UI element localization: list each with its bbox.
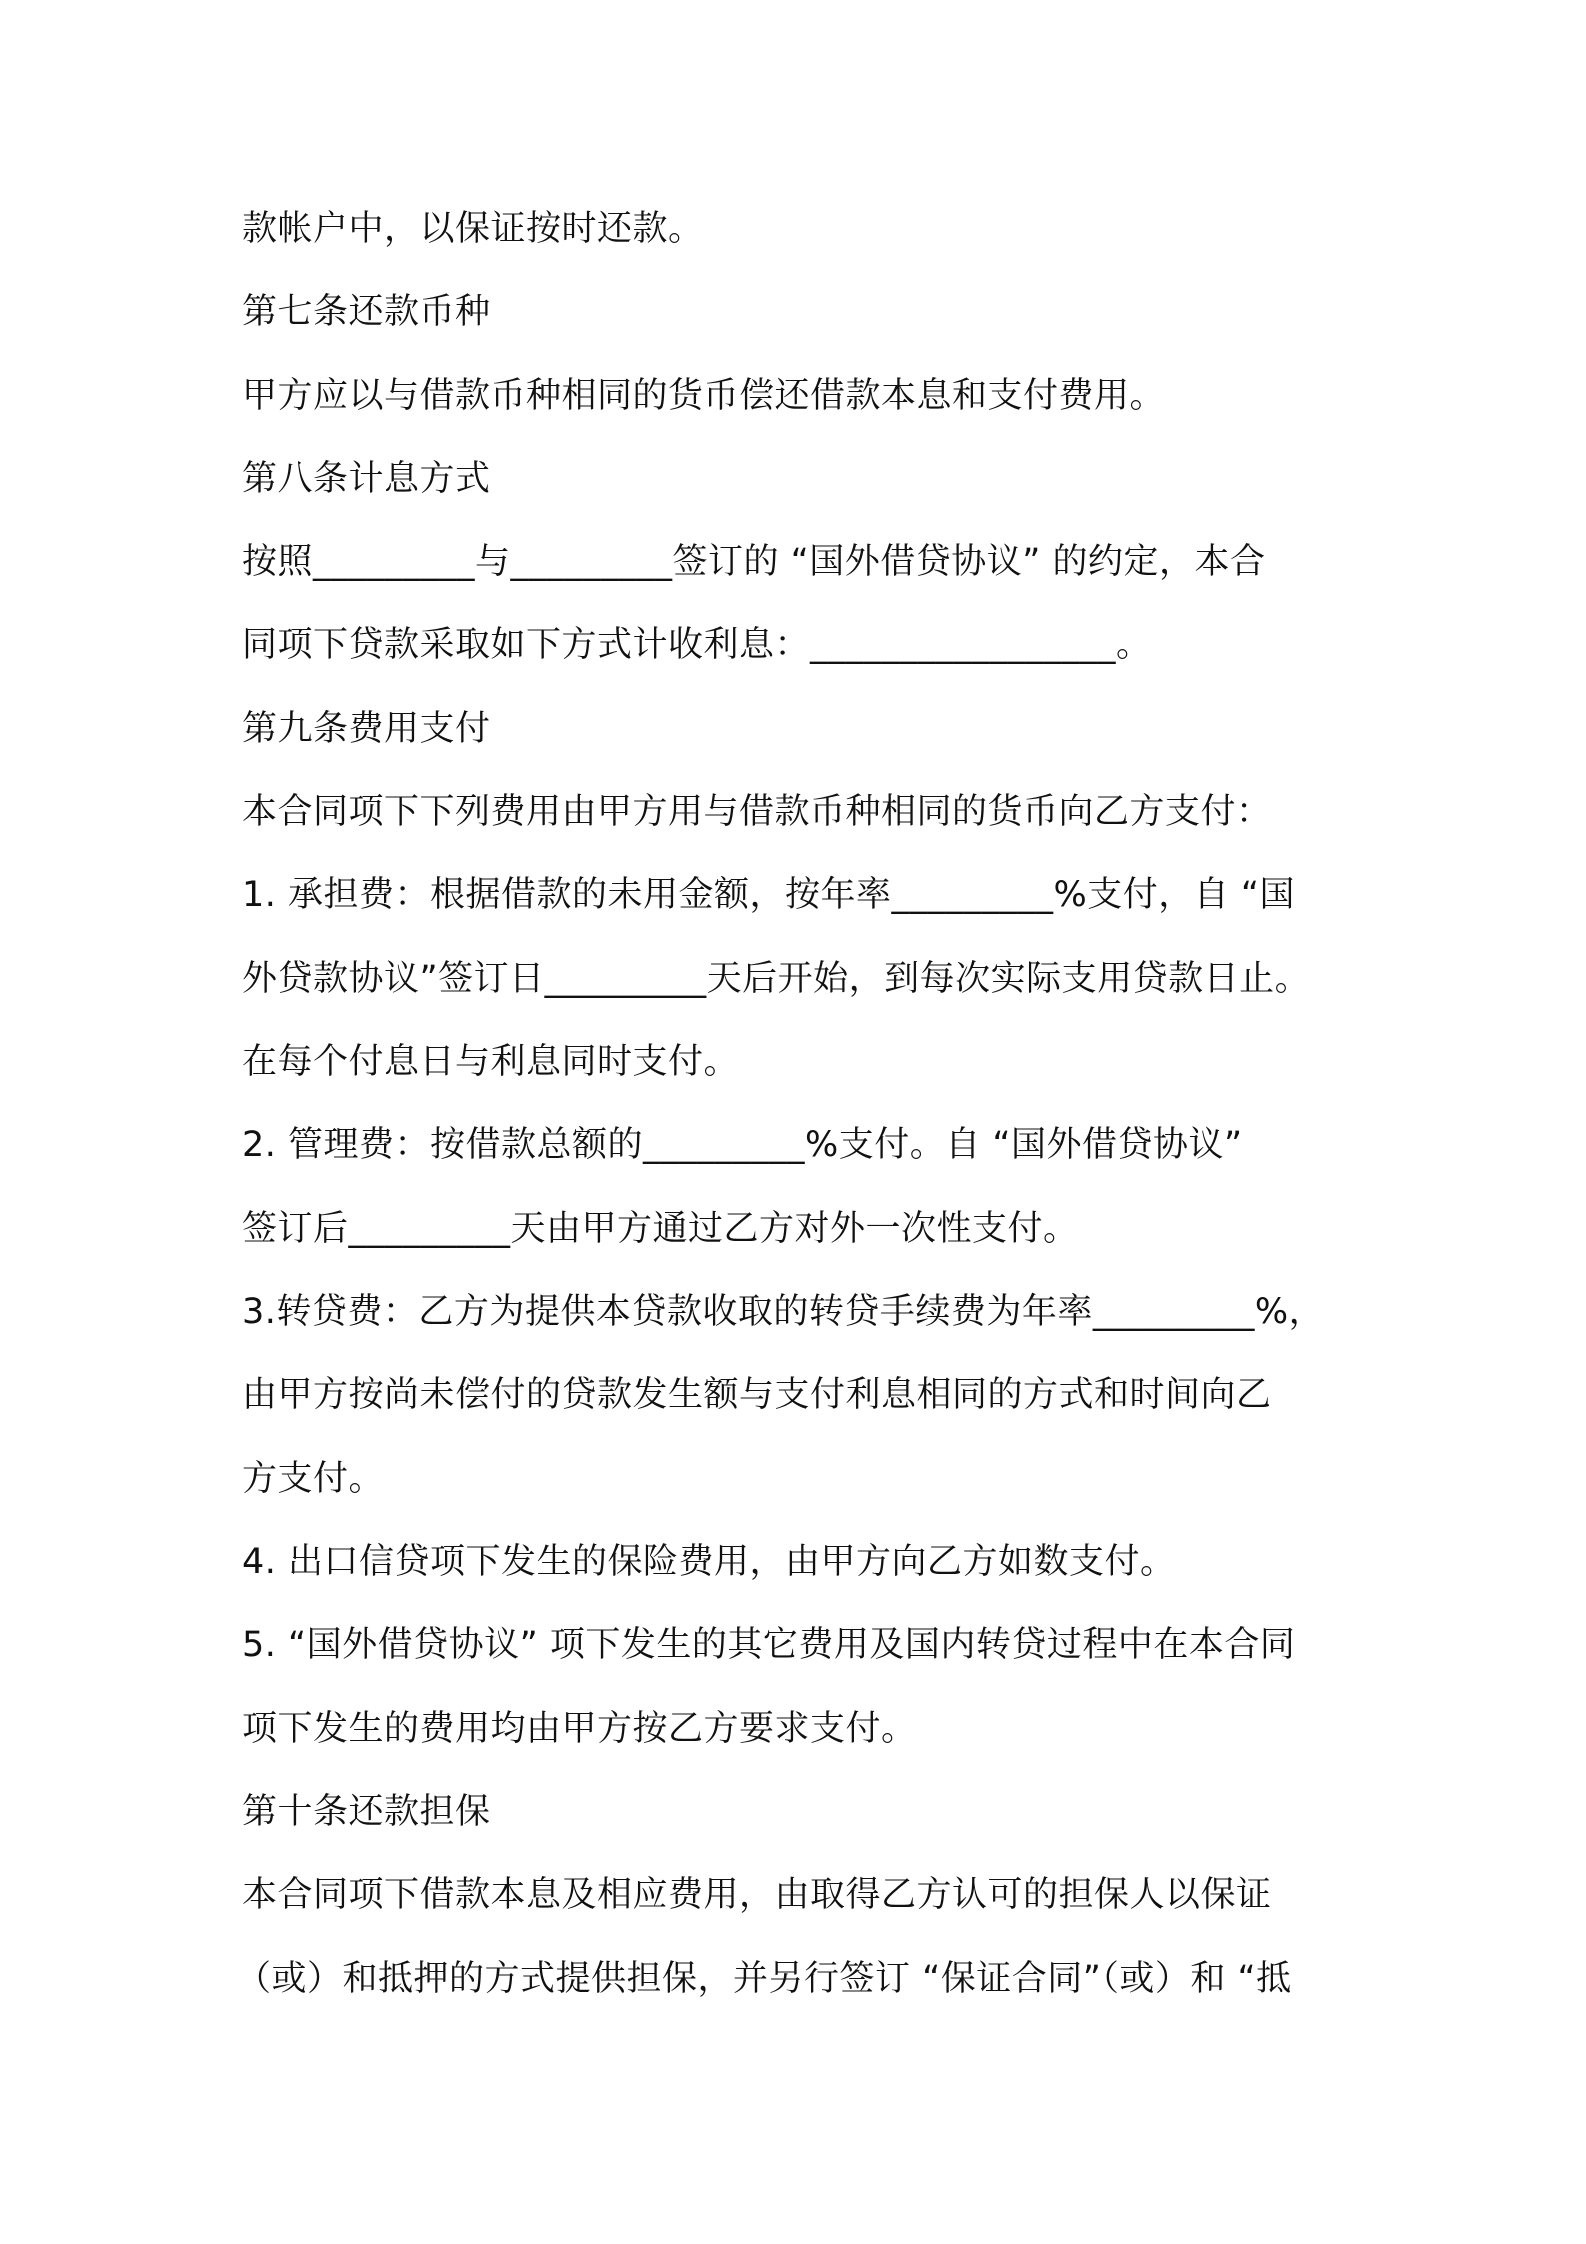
text-line: 4. 出口信贷项下发生的保险费用，由甲方向乙方如数支付。 — [242, 1542, 1176, 1582]
text-line: 1. 承担费：根据借款的未用金额，按年率_________%支付，自 “国 — [242, 875, 1296, 915]
text-line: 甲方应以与借款币种相同的货币偿还借款本息和支付费用。 — [242, 376, 1166, 416]
section-heading-article-7: 第七条还款币种 — [242, 292, 491, 332]
text-line: 按照_________与_________签订的 “国外借贷协议” 的约定，本合 — [242, 542, 1266, 582]
text-line: 5. “国外借贷协议” 项下发生的其它费用及国内转贷过程中在本合同 — [242, 1625, 1296, 1665]
text-line: 同项下贷款采取如下方式计收利息：_________________。 — [242, 625, 1152, 665]
text-line: 2. 管理费：按借款总额的_________%支付。自 “国外借贷协议” — [242, 1125, 1243, 1165]
text-line: 3.转贷费：乙方为提供本贷款收取的转贷手续费为年率_________%， — [242, 1292, 1325, 1332]
text-line: （或）和抵押的方式提供担保，并另行签订 “保证合同”（或）和 “抵 — [236, 1959, 1292, 1999]
text-line: 项下发生的费用均由甲方按乙方要求支付。 — [242, 1709, 917, 1749]
text-line: 由甲方按尚未偿付的贷款发生额与支付利息相同的方式和时间向乙 — [242, 1375, 1272, 1415]
text-line: 在每个付息日与利息同时支付。 — [242, 1042, 740, 1082]
text-line: 方支付。 — [242, 1459, 385, 1499]
text-line: 签订后_________天由甲方通过乙方对外一次性支付。 — [242, 1209, 1079, 1249]
text-line: 款帐户中，以保证按时还款。 — [242, 209, 704, 249]
section-heading-article-9: 第九条费用支付 — [242, 709, 491, 749]
text-line: 外贷款协议”签订日_________天后开始，到每次实际支用贷款日止。 — [242, 959, 1311, 999]
text-line: 本合同项下借款本息及相应费用，由取得乙方认可的担保人以保证 — [242, 1875, 1272, 1915]
text-line: 本合同项下下列费用由甲方用与借款币种相同的货币向乙方支付： — [242, 792, 1272, 832]
section-heading-article-10: 第十条还款担保 — [242, 1792, 491, 1832]
section-heading-article-8: 第八条计息方式 — [242, 459, 491, 499]
